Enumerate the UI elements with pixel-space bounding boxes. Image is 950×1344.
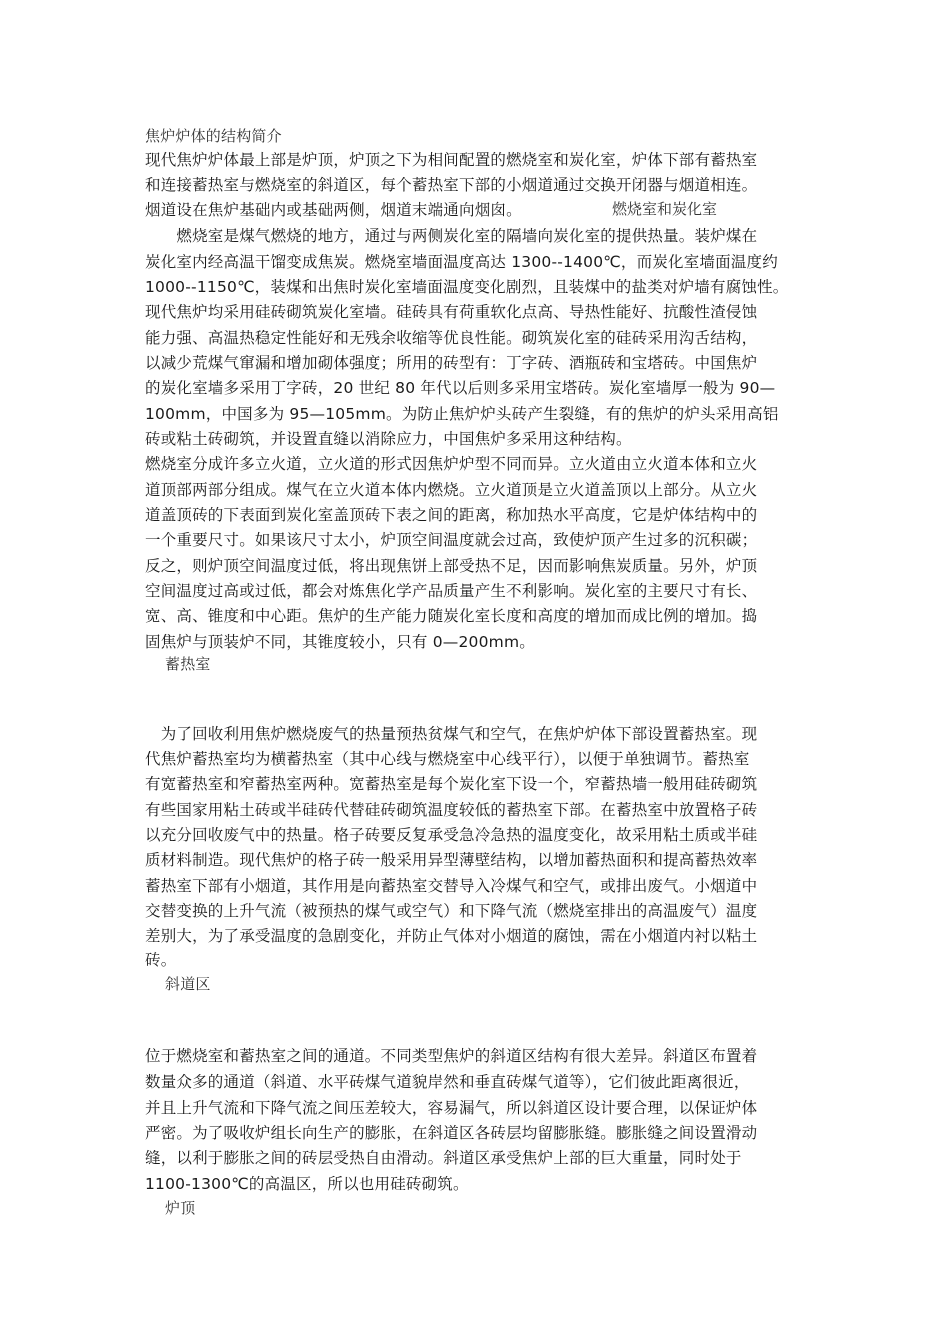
paragraph-line: 一个重要尺寸。如果该尺寸太小，炉顶空间温度就会过高，致使炉顶产生过多的沉积碳； xyxy=(145,531,758,549)
section-heading-sole-flue: 斜道区 xyxy=(165,975,211,993)
paragraph-line: 交替变换的上升气流（被预热的煤气或空气）和下降气流（燃烧室排出的高温废气）温度 xyxy=(145,902,758,920)
paragraph-line: 砖。 xyxy=(145,951,177,969)
paragraph-line: 为了回收利用焦炉燃烧废气的热量预热贫煤气和空气，在焦炉炉体下部设置蓄热室。现 xyxy=(145,725,758,743)
paragraph-line: 现代焦炉均采用硅砖砌筑炭化室墙。硅砖具有荷重软化点高、导热性能好、抗酸性渣侵蚀 xyxy=(145,303,758,321)
paragraph-line: 1100-1300℃的高温区，所以也用硅砖砌筑。 xyxy=(145,1175,469,1193)
paragraph-line: 有些国家用粘土砖或半硅砖代替硅砖砌筑温度较低的蓄热室下部。在蓄热室中放置格子砖 xyxy=(145,801,758,819)
paragraph-line: 数量众多的通道（斜道、水平砖煤气道貌岸然和垂直砖煤气道等），它们彼此距离很近， xyxy=(145,1073,750,1091)
paragraph-line: 道顶部两部分组成。煤气在立火道本体内燃烧。立火道顶是立火道盖顶以上部分。从立火 xyxy=(145,481,758,499)
paragraph-line: 1000--1150℃，装煤和出焦时炭化室墙面温度变化剧烈，且装煤中的盐类对炉墙有腐蚀性。 xyxy=(145,278,789,296)
paragraph-line: 燃烧室分成许多立火道，立火道的形式因焦炉炉型不同而异。立火道由立火道本体和立火 xyxy=(145,455,758,473)
paragraph-line: 空间温度过高或过低，都会对炼焦化学产品质量产生不利影响。炭化室的主要尺寸有长、 xyxy=(145,582,758,600)
paragraph-line: 代焦炉蓄热室均为横蓄热室（其中心线与燃烧室中心线平行），以便于单独调节。蓄热室 xyxy=(145,750,750,768)
paragraph-line: 缝，以利于膨胀之间的砖层受热自由滑动。斜道区承受焦炉上部的巨大重量，同时处于 xyxy=(145,1149,742,1167)
paragraph-line: 位于燃烧室和蓄热室之间的通道。不同类型焦炉的斜道区结构有很大差异。斜道区布置着 xyxy=(145,1047,758,1065)
paragraph-line: 并且上升气流和下降气流之间压差较大，容易漏气，所以斜道区设计要合理，以保证炉体 xyxy=(145,1099,758,1117)
paragraph-line: 有宽蓄热室和窄蓄热室两种。宽蓄热室是每个炭化室下设一个，窄蓄热墙一般用硅砖砌筑 xyxy=(145,775,758,793)
paragraph-line: 质材料制造。现代焦炉的格子砖一般采用异型薄壁结构，以增加蓄热面积和提高蓄热效率 xyxy=(145,851,758,869)
paragraph-line: 炭化室内经高温干馏变成焦炭。燃烧室墙面温度高达 1300--1400℃，而炭化室墙面温度约 xyxy=(145,253,778,271)
paragraph-line: 能力强、高温热稳定性能好和无残余收缩等优良性能。砌筑炭化室的硅砖采用沟舌结构， xyxy=(145,329,758,347)
paragraph-line: 的炭化室墙多采用丁字砖，20 世纪 80 年代以后则多采用宝塔砖。炭化室墙厚一般为 90— xyxy=(145,379,776,397)
paragraph-line: 反之，则炉顶空间温度过低，将出现焦饼上部受热不足，因而影响焦炭质量。另外，炉顶 xyxy=(145,557,758,575)
paragraph-line: 严密。为了吸收炉组长向生产的膨胀，在斜道区各砖层均留膨胀缝。膨胀缝之间设置滑动 xyxy=(145,1124,758,1142)
paragraph-line: 砖或粘土砖砌筑，并设置直缝以消除应力，中国焦炉多采用这种结构。 xyxy=(145,430,632,448)
paragraph-line: 差别大，为了承受温度的急剧变化，并防止气体对小烟道的腐蚀，需在小烟道内衬以粘土 xyxy=(145,927,758,945)
paragraph-line: 宽、高、锥度和中心距。焦炉的生产能力随炭化室长度和高度的增加而成比例的增加。捣 xyxy=(145,607,758,625)
section-heading-combustion: 燃烧室和炭化室 xyxy=(612,200,718,218)
paragraph-line: 以减少荒煤气窜漏和增加砌体强度；所用的砖型有：丁字砖、酒瓶砖和宝塔砖。中国焦炉 xyxy=(145,354,758,372)
paragraph-line: 道盖顶砖的下表面到炭化室盖顶砖下表之间的距离，称加热水平高度，它是炉体结构中的 xyxy=(145,506,758,524)
intro-line: 现代焦炉炉体最上部是炉顶，炉顶之下为相间配置的燃烧室和炭化室，炉体下部有蓄热室 xyxy=(145,151,758,169)
intro-line: 烟道设在焦炉基础内或基础两侧，烟道末端通向烟囱。 xyxy=(145,201,522,219)
paragraph-line: 固焦炉与顶装炉不同，其锥度较小，只有 0—200mm。 xyxy=(145,633,535,651)
paragraph-line: 燃烧室是煤气燃烧的地方，通过与两侧炭化室的隔墙向炭化室的提供热量。装炉煤在 xyxy=(145,227,758,245)
paragraph-line: 以充分回收废气中的热量。格子砖要反复承受急冷急热的温度变化，故采用粘土质或半硅 xyxy=(145,826,758,844)
document-title: 焦炉炉体的结构简介 xyxy=(145,127,282,145)
section-heading-oven-top: 炉顶 xyxy=(165,1199,196,1217)
paragraph-line: 蓄热室下部有小烟道，其作用是向蓄热室交替导入冷煤气和空气，或排出废气。小烟道中 xyxy=(145,877,758,895)
paragraph-line: 100mm，中国多为 95—105mm。为防止焦炉炉头砖产生裂缝，有的焦炉的炉头采用高铝 xyxy=(145,405,779,423)
section-heading-regenerator: 蓄热室 xyxy=(165,655,211,673)
intro-line: 和连接蓄热室与燃烧室的斜道区，每个蓄热室下部的小烟道通过交换开闭器与烟道相连。 xyxy=(145,176,758,194)
